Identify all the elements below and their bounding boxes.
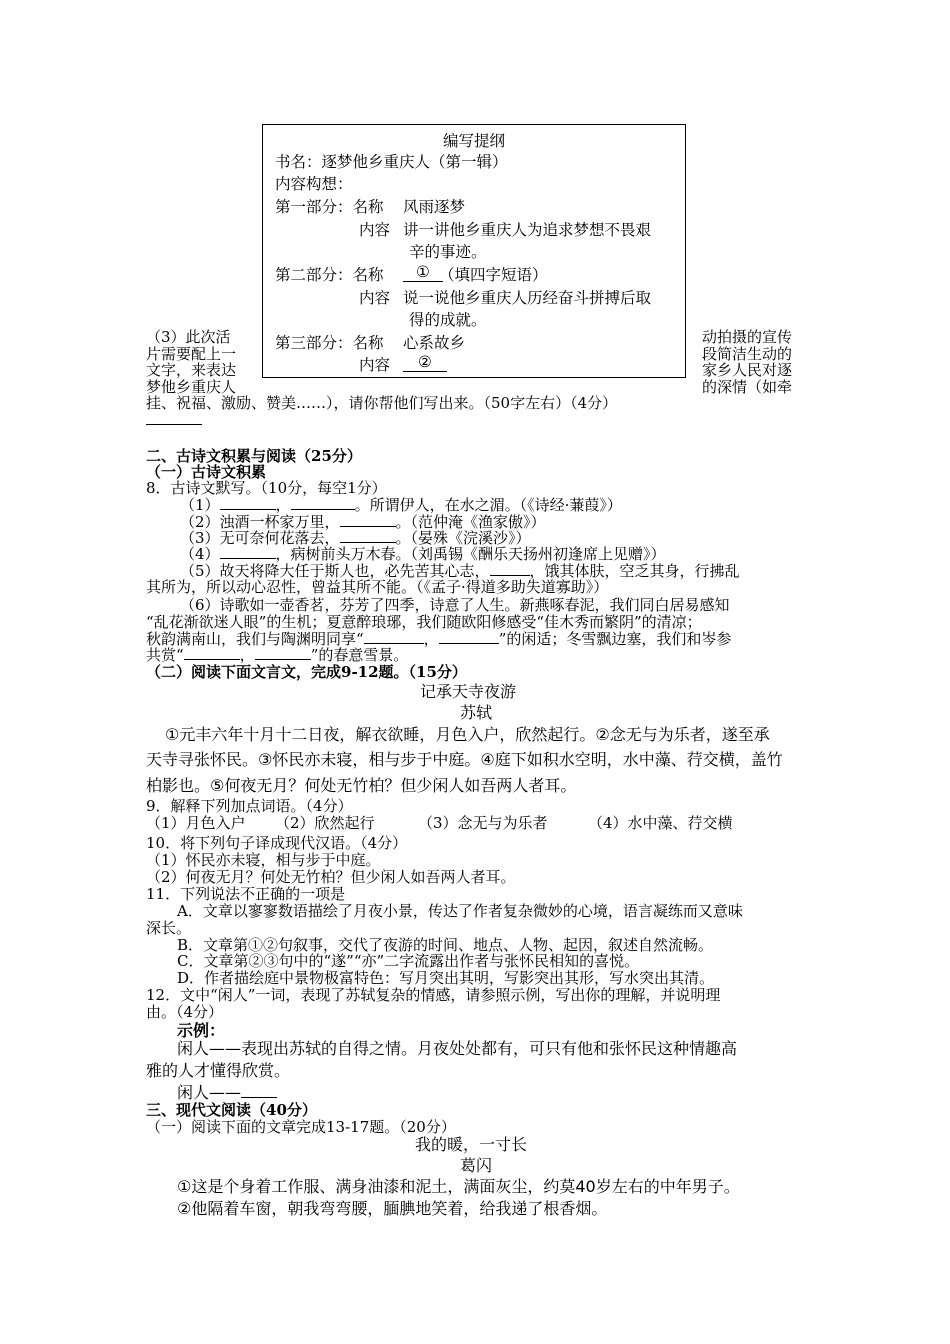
q8-6-blank-c[interactable]	[184, 659, 240, 660]
example-line2: 雅的人才懂得欣赏。	[146, 1061, 291, 1080]
section3-title: 三、现代文阅读（40分）	[146, 1101, 317, 1119]
q3-answer-line	[146, 424, 202, 425]
part2-content-label: 内容	[359, 289, 391, 307]
q11-option-d: D．作者描绘庭中景物极富特色：写月突出其明，写影突出其形，写水突出其清。	[177, 969, 715, 987]
q11-option-a-line2: 深长。	[146, 919, 192, 937]
q3-left-2: 片需要配上一	[146, 345, 237, 363]
outline-title: 编写提纲	[443, 132, 506, 150]
q10-item-1: （1）怀民亦未寝，相与步于中庭。	[146, 851, 381, 869]
article-para-2: ②他隔着车窗，朝我弯弯腰，腼腆地笑着，给我递了根香烟。	[177, 1199, 608, 1218]
part2-content-line2: 得的成就。	[409, 311, 487, 329]
part1-content-label: 内容	[359, 221, 391, 239]
q3-left-1: （3）此次活	[146, 328, 231, 346]
q8-1-blank-b[interactable]	[291, 509, 355, 510]
q8-6-blank-b[interactable]	[439, 643, 499, 644]
q8-6-line4-b: ，	[239, 646, 255, 664]
q8-6-line1: （6）诗歌如一壶香茗，芬芳了四季，诗意了人生。新燕啄春泥，我们同白居易感知	[180, 596, 730, 614]
part3-blank	[403, 353, 447, 372]
example-label: 示例：	[177, 1021, 226, 1040]
part2-label: 第二部分：名称	[275, 266, 384, 284]
q3-line-5: 挂、祝福、激励、赞美……），请你帮他们写出来。（50字左右）（4分）	[146, 394, 618, 412]
q8-6-line2: “乱花渐欲迷人眼”的生机；夏意醉琅琊，我们随欧阳修感受“佳木秀而繁阴”的清凉；	[146, 613, 702, 631]
q12-line2: 由。（4分）	[146, 1003, 224, 1021]
part2-content-line1: 说一说他乡重庆人历经奋斗拼搏后取	[403, 289, 652, 307]
q8-6-blank-d[interactable]	[255, 659, 311, 660]
part1-name: 风雨逐梦	[403, 198, 466, 216]
q8-6-line4-c: ”的春意雪景。	[310, 646, 409, 664]
q8-3-rest: 。（晏殊《浣溪沙》）	[395, 529, 531, 547]
q12-line1: 12．文中“闲人”一词，表现了苏轼复杂的情感，请参照示例，写出你的理解，并说明理	[146, 986, 721, 1004]
part3-name: 心系故乡	[403, 334, 466, 352]
q8-2-rest: 。（范仲淹《渔家傲》）	[395, 513, 546, 531]
q8-6-line3-a: 秋韵满南山，我们与陶渊明同享“	[146, 630, 364, 648]
part3-label: 第三部分：名称	[275, 334, 384, 352]
section2-sub1: （一）古诗文积累	[146, 463, 267, 481]
section2-sub2: （二）阅读下面文言文，完成9-12题。（15分）	[146, 663, 467, 681]
q3-left-3: 文字，来表达	[146, 361, 237, 379]
outline-concept: 内容构想：	[275, 175, 353, 193]
q9-title: 9．解释下列加点词语。（4分）	[146, 797, 353, 815]
q8-4-rest: ，病树前头万木春。（刘禹锡《酬乐天扬州初逢席上见赠》）	[275, 545, 666, 563]
q12-answer-label: 闲人——	[177, 1083, 242, 1102]
q8-3-text: （3）无可奈何花落去，	[180, 529, 340, 547]
q3-right-3: 家乡人民对逐	[702, 361, 793, 379]
part3-content-label: 内容	[359, 356, 391, 374]
part1-content-line2: 辛的事迹。	[409, 243, 487, 261]
q12-answer-blank[interactable]	[241, 1097, 277, 1098]
q8-2-text: （2）浊酒一杯家万里，	[180, 513, 340, 531]
part1-content-line1: 讲一讲他乡重庆人为追求梦想不畏艰	[403, 221, 652, 239]
part2-hint: （填四字短语）	[439, 266, 548, 284]
q3-right-2: 段简洁生动的	[702, 345, 793, 363]
part3-blank-marker: ②	[418, 353, 432, 371]
q9-item-1: （1）月色入户	[146, 814, 246, 832]
passage-line3: 柏影也。⑤何夜无月？何处无竹柏？但少闲人如吾两人者耳。	[146, 776, 577, 795]
q8-6-line3-b: ，	[423, 630, 439, 648]
q8-6-line4-a: 共赏“	[146, 646, 184, 664]
example-line1: 闲人——表现出苏轼的自得之情。月夜处处都有，可只有他和张怀民这种情趣高	[177, 1039, 738, 1058]
part2-blank	[403, 263, 443, 282]
q8-1-num: （1）	[180, 496, 220, 514]
q8-6-line3-c: ”的闲适；冬雪飘边塞，我们和岑参	[498, 630, 732, 648]
q8-1-comma: ，	[275, 496, 291, 514]
section3-sub1: （一）阅读下面的文章完成13-17题。（20分）	[146, 1118, 456, 1136]
outline-box	[262, 124, 686, 378]
q3-left-4: 梦他乡重庆人	[146, 378, 237, 396]
q3-right-4: 的深情（如牵	[702, 378, 793, 396]
q3-right-1: 动拍摄的宣传	[702, 328, 793, 346]
q8-4-blank[interactable]	[220, 558, 276, 559]
q8-1-rest: 。所谓伊人，在水之湄。（《诗经·蒹葭》）	[354, 496, 622, 514]
q11-title: 11．下列说法不正确的一项是	[146, 885, 346, 903]
q10-title: 10．将下列句子译成现代汉语。（4分）	[146, 834, 408, 852]
q8-1-blank-a[interactable]	[220, 509, 276, 510]
q9-item-3: （3）念无与为乐者	[418, 814, 548, 832]
passage-title: 记承天寺夜游	[420, 682, 517, 701]
article-author: 葛闪	[460, 1156, 493, 1175]
q9-item-2: （2）欣然起行	[275, 814, 375, 832]
passage-line2: 天寺寻张怀民。③怀民亦未寝，相与步于中庭。④庭下如积水空明，水中藻、荇交横，盖竹	[146, 750, 783, 769]
q8-5-rest: ，饿其体肤，空乏其身，行拂乱	[529, 562, 740, 580]
article-title: 我的暖，一寸长	[415, 1135, 528, 1154]
q9-item-4: （4）水中藻、荇交横	[588, 814, 733, 832]
q8-4-num: （4）	[180, 545, 220, 563]
passage-line1: ①元丰六年十月十二日夜，解衣欲睡，月色入户，欣然起行。②念无与为乐者，遂至承	[165, 725, 770, 744]
part1-label: 第一部分：名称	[275, 198, 384, 216]
q8-title: 8．古诗文默写。（10分，每空1分）	[146, 479, 387, 497]
outline-book-name: 书名：逐梦他乡重庆人（第一辑）	[275, 153, 508, 171]
q11-option-a-line1: A．文章以寥寥数语描绘了月夜小景，传达了作者复杂微妙的心境，语言凝练而又意味	[177, 902, 743, 920]
q8-5-text: （5）故天将降大任于斯人也，必先苦其心志，	[180, 562, 490, 580]
passage-author: 苏轼	[460, 703, 493, 722]
q11-option-c: C．文章第②③句中的“遂”“亦”二字流露出作者与张怀民相知的喜悦。	[177, 952, 640, 970]
q8-5-line2: 其所为，所以动心忍性，曾益其所不能。（《孟子·得道多助失道寡助》）	[146, 578, 609, 596]
part2-blank-marker: ①	[416, 263, 430, 281]
q11-option-b: B．文章第①②句叙事，交代了夜游的时间、地点、人物、起因，叙述自然流畅。	[177, 936, 714, 954]
article-para-1: ①这是个身着工作服、满身油漆和泥土，满面灰尘，约莫40岁左右的中年男子。	[177, 1177, 740, 1196]
q10-item-2: （2）何夜无月？何处无竹柏？但少闲人如吾两人者耳。	[146, 868, 516, 886]
section2-title: 二、古诗文积累与阅读（25分）	[146, 447, 362, 465]
